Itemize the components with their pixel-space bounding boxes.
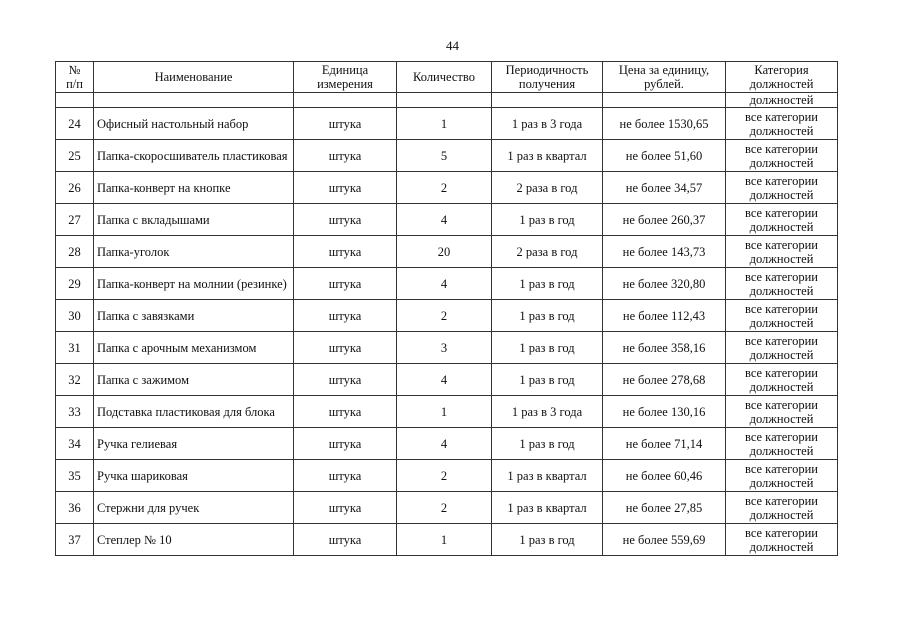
table-row <box>56 300 838 332</box>
category-line: все категории <box>744 301 819 316</box>
period-cell: 1 раз в год <box>492 524 603 556</box>
unit-cell: штука <box>294 204 397 236</box>
category-line: должностей <box>749 123 814 138</box>
category-line: должностей <box>749 219 814 234</box>
category-cell <box>726 428 838 460</box>
row-number-cell: 27 <box>56 204 94 236</box>
category-line: все категории <box>744 493 819 508</box>
header-line: Категория <box>754 63 809 77</box>
table-row <box>56 396 838 428</box>
unit-cell: штука <box>294 300 397 332</box>
carryover-empty-cell <box>492 93 603 108</box>
quantity-cell: 2 <box>397 492 492 524</box>
table-row <box>56 524 838 556</box>
row-number-cell: 24 <box>56 108 94 140</box>
price-cell: не более 320,80 <box>603 268 726 300</box>
item-name-cell: Папка с вкладышами <box>94 204 294 236</box>
item-name-cell: Папка-уголок <box>94 236 294 268</box>
period-cell: 1 раз в 3 года <box>492 108 603 140</box>
item-name-cell: Степлер № 10 <box>94 524 294 556</box>
price-cell: не более 34,57 <box>603 172 726 204</box>
row-number-cell: 37 <box>56 524 94 556</box>
row-number-cell: 29 <box>56 268 94 300</box>
header-line: рублей. <box>644 77 684 91</box>
category-line: должностей <box>749 251 814 266</box>
category-line: должностей <box>749 315 814 330</box>
category-line: все категории <box>744 109 819 124</box>
category-line: все категории <box>744 461 819 476</box>
unit-cell: штука <box>294 492 397 524</box>
category-line: должностей <box>749 379 814 394</box>
header-col-category <box>726 62 838 93</box>
item-name-cell: Папка-скоросшиватель пластиковая <box>94 140 294 172</box>
price-cell: не более 60,46 <box>603 460 726 492</box>
row-number-cell: 30 <box>56 300 94 332</box>
item-name-cell: Ручка шариковая <box>94 460 294 492</box>
table-row <box>56 428 838 460</box>
table-row <box>56 140 838 172</box>
carryover-row <box>56 93 838 108</box>
header-line: Наименование <box>154 70 233 84</box>
header-line: п/п <box>66 77 83 91</box>
table-row <box>56 172 838 204</box>
quantity-cell: 5 <box>397 140 492 172</box>
table-row <box>56 204 838 236</box>
unit-cell: штука <box>294 140 397 172</box>
category-line: должностей <box>749 411 814 426</box>
item-name-cell: Офисный настольный набор <box>94 108 294 140</box>
unit-cell: штука <box>294 364 397 396</box>
unit-cell: штука <box>294 108 397 140</box>
carryover-empty-cell <box>603 93 726 108</box>
item-name-cell: Папка с завязками <box>94 300 294 332</box>
unit-cell: штука <box>294 524 397 556</box>
table-header <box>56 62 838 93</box>
price-cell: не более 51,60 <box>603 140 726 172</box>
category-line: должностей <box>749 155 814 170</box>
row-number-cell: 25 <box>56 140 94 172</box>
category-line: все категории <box>744 365 819 380</box>
quantity-cell: 20 <box>397 236 492 268</box>
category-cell <box>726 140 838 172</box>
quantity-cell: 1 <box>397 108 492 140</box>
period-cell: 1 раз в квартал <box>492 460 603 492</box>
category-line: должностей <box>749 507 814 522</box>
price-cell: не более 112,43 <box>603 300 726 332</box>
row-number-cell: 26 <box>56 172 94 204</box>
category-cell <box>726 332 838 364</box>
row-number-cell: 33 <box>56 396 94 428</box>
table-row <box>56 332 838 364</box>
supplies-table <box>55 61 838 556</box>
item-name-cell: Папка-конверт на молнии (резинке) <box>94 268 294 300</box>
unit-cell: штука <box>294 172 397 204</box>
category-line: должностей <box>749 283 814 298</box>
category-cell <box>726 492 838 524</box>
header-line: Периодичность <box>505 63 589 77</box>
quantity-cell: 4 <box>397 364 492 396</box>
item-name-cell: Подставка пластиковая для блока <box>94 396 294 428</box>
period-cell: 1 раз в год <box>492 204 603 236</box>
header-line: Цена за единицу, <box>618 63 710 77</box>
price-cell: не более 1530,65 <box>603 108 726 140</box>
row-number-cell: 35 <box>56 460 94 492</box>
carryover-empty-cell <box>56 93 94 108</box>
period-cell: 1 раз в год <box>492 364 603 396</box>
unit-cell: штука <box>294 268 397 300</box>
header-col-number <box>56 62 94 93</box>
price-cell: не более 27,85 <box>603 492 726 524</box>
carryover-empty-cell <box>294 93 397 108</box>
quantity-cell: 1 <box>397 524 492 556</box>
category-line: все категории <box>744 237 819 252</box>
price-cell: не более 278,68 <box>603 364 726 396</box>
price-cell: не более 71,14 <box>603 428 726 460</box>
item-name-cell: Папка-конверт на кнопке <box>94 172 294 204</box>
category-line: все категории <box>744 173 819 188</box>
row-number-cell: 31 <box>56 332 94 364</box>
header-col-period <box>492 62 603 93</box>
category-cell <box>726 396 838 428</box>
row-number-cell: 32 <box>56 364 94 396</box>
quantity-cell: 3 <box>397 332 492 364</box>
quantity-cell: 4 <box>397 428 492 460</box>
category-line: должностей <box>749 347 814 362</box>
category-cell <box>726 236 838 268</box>
quantity-cell: 1 <box>397 396 492 428</box>
unit-cell: штука <box>294 428 397 460</box>
table-row <box>56 108 838 140</box>
category-line: все категории <box>744 397 819 412</box>
category-line: должностей <box>749 187 814 202</box>
category-cell <box>726 268 838 300</box>
header-col-quantity <box>397 62 492 93</box>
item-name-cell: Стержни для ручек <box>94 492 294 524</box>
table-row <box>56 268 838 300</box>
period-cell: 1 раз в год <box>492 300 603 332</box>
period-cell: 1 раз в квартал <box>492 140 603 172</box>
row-number-cell: 28 <box>56 236 94 268</box>
header-line: получения <box>518 77 576 91</box>
quantity-cell: 2 <box>397 300 492 332</box>
table-body <box>56 93 838 556</box>
period-cell: 1 раз в 3 года <box>492 396 603 428</box>
header-line: Единица <box>321 63 369 77</box>
period-cell: 2 раза в год <box>492 172 603 204</box>
unit-cell: штука <box>294 396 397 428</box>
category-cell <box>726 204 838 236</box>
price-cell: не более 559,69 <box>603 524 726 556</box>
category-line: все категории <box>744 269 819 284</box>
table-row <box>56 364 838 396</box>
category-line: все категории <box>744 205 819 220</box>
item-name-cell: Папка с зажимом <box>94 364 294 396</box>
table-row <box>56 236 838 268</box>
category-line: должностей <box>749 443 814 458</box>
price-cell: не более 358,16 <box>603 332 726 364</box>
header-line: Количество <box>413 70 475 84</box>
period-cell: 1 раз в год <box>492 332 603 364</box>
period-cell: 2 раза в год <box>492 236 603 268</box>
quantity-cell: 4 <box>397 268 492 300</box>
period-cell: 1 раз в год <box>492 428 603 460</box>
table-row <box>56 492 838 524</box>
price-cell: не более 130,16 <box>603 396 726 428</box>
category-cell <box>726 460 838 492</box>
header-line: должностей <box>749 77 814 91</box>
price-cell: не более 260,37 <box>603 204 726 236</box>
category-cell <box>726 300 838 332</box>
row-number-cell: 36 <box>56 492 94 524</box>
category-line: все категории <box>744 429 819 444</box>
unit-cell: штука <box>294 460 397 492</box>
header-col-name <box>94 62 294 93</box>
quantity-cell: 2 <box>397 172 492 204</box>
category-line: все категории <box>744 525 819 540</box>
header-line: № <box>68 63 81 77</box>
category-line: должностей <box>749 539 814 554</box>
category-cell <box>726 172 838 204</box>
header-col-unit <box>294 62 397 93</box>
header-row <box>56 62 838 93</box>
category-line: должностей <box>749 475 814 490</box>
unit-cell: штука <box>294 332 397 364</box>
period-cell: 1 раз в год <box>492 268 603 300</box>
carryover-category-cell: должностей <box>726 93 838 108</box>
category-cell <box>726 524 838 556</box>
page-number: 44 <box>446 38 459 53</box>
carryover-empty-cell <box>397 93 492 108</box>
quantity-cell: 4 <box>397 204 492 236</box>
category-cell <box>726 364 838 396</box>
header-col-price <box>603 62 726 93</box>
item-name-cell: Папка с арочным механизмом <box>94 332 294 364</box>
category-line: все категории <box>744 141 819 156</box>
category-cell <box>726 108 838 140</box>
unit-cell: штука <box>294 236 397 268</box>
header-line: измерения <box>317 77 373 91</box>
period-cell: 1 раз в квартал <box>492 492 603 524</box>
table-row <box>56 460 838 492</box>
price-cell: не более 143,73 <box>603 236 726 268</box>
row-number-cell: 34 <box>56 428 94 460</box>
item-name-cell: Ручка гелиевая <box>94 428 294 460</box>
category-line: все категории <box>744 333 819 348</box>
quantity-cell: 2 <box>397 460 492 492</box>
carryover-empty-cell <box>94 93 294 108</box>
